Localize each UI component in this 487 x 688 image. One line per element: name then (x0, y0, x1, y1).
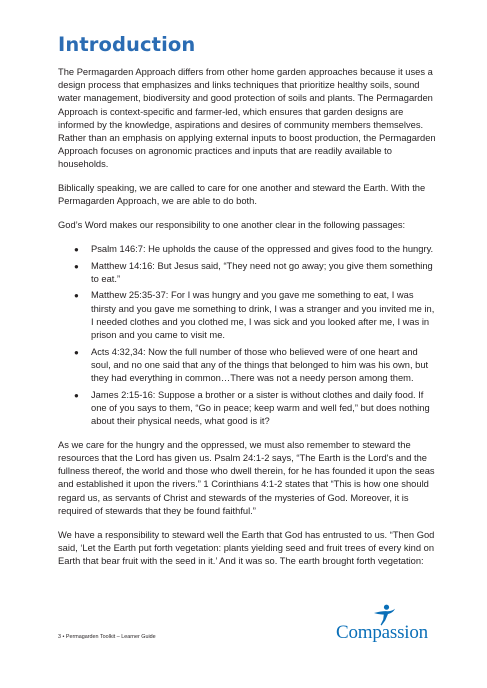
document-body (58, 66, 438, 579)
paragraph-passages-lead: God’s Word makes our responsibility to one another clear in the following passages: (58, 220, 406, 231)
list-item-text: Psalm 146:7: He upholds the cause of the oppressed and gives food to the hungry. (91, 244, 434, 255)
bullet-icon: ● (74, 390, 79, 400)
bullet-icon: ● (74, 261, 79, 271)
list-item (74, 243, 438, 256)
list-item (74, 389, 438, 429)
scripture-list (58, 243, 438, 428)
list-item (74, 346, 438, 386)
page-title: Introduction (58, 33, 196, 56)
list-item-text: James 2:15-16: Suppose a brother or a sister is without clothes and daily food. If one of you says to them, “Go in peace; keep warm and well fed,” but does nothing about their physical needs, what good is it? (91, 389, 430, 427)
paragraph-responsibility: We have a responsibility to steward well the Earth that God has entrusted to us. “Then God said, ‘Let the Earth put forth vegetation: plants yielding seed and fruit trees of every kind on Earth that bear fruit with the seed in it.’ And it was so. The earth brought forth vegetation: (58, 529, 435, 567)
bullet-icon: ● (74, 347, 79, 357)
paragraph-stewardship: As we care for the hungry and the oppressed, we must also remember to steward the resources that the Lord has given us. Psalm 24:1-2 says, “The Earth is the Lord's and the fullness thereof, the world and those who dwell therein, for he has founded it upon the seas and established it upon the rivers.” 1 Corinthians 4:1-2 states that “This is how one should regard us, as servants of Christ and stewards of the mysteries of God. Moreover, it is required of stewards that they be found faithful.” (58, 439, 435, 516)
paragraph-biblical: Biblically speaking, we are called to care for one another and steward the Earth. With the Permagarden Approach, we are able to do both. (58, 183, 426, 207)
page-footer: 3 • Permagarden Toolkit – Learner Guide (58, 634, 156, 640)
list-item-text: Matthew 25:35-37: For I was hungry and you gave me something to eat, I was thirsty and you gave me something to drink, I was a stranger and you invited me in, I needed clothes and you clothed me, I was sick and you looked after me, I was in prison and you came to visit me. (91, 290, 435, 341)
compassion-logo (336, 604, 436, 648)
list-item-text: Matthew 14:16: But Jesus said, “They need not go away; you give them something to eat.” (91, 260, 433, 284)
logo-wordmark: Compassion (336, 622, 428, 643)
bullet-icon: ● (74, 291, 79, 301)
list-item (74, 289, 438, 342)
paragraph-intro: The Permagarden Approach differs from other home garden approaches because it uses a design process that emphasizes and links techniques that prioritize healthy soils, sound water management, biodiversity and good protection of soils and plants. The Permagarden Approach is context-specific and farmer-led, which ensures that garden designs are informed by the knowledge, aspirations and desires of community members themselves. Rather than an emphasis on applying external inputs to boost production, the Permagarden Approach focuses on agronomic practices and inputs that are readily available to households. (58, 67, 436, 170)
list-item-text: Acts 4:32,34: Now the full number of those who believed were of one heart and soul, and no one said that any of the things that belonged to him was his own, but they had everything in common…There was not a needy person among them. (91, 346, 429, 384)
list-item (74, 260, 438, 286)
bullet-icon: ● (74, 245, 79, 255)
